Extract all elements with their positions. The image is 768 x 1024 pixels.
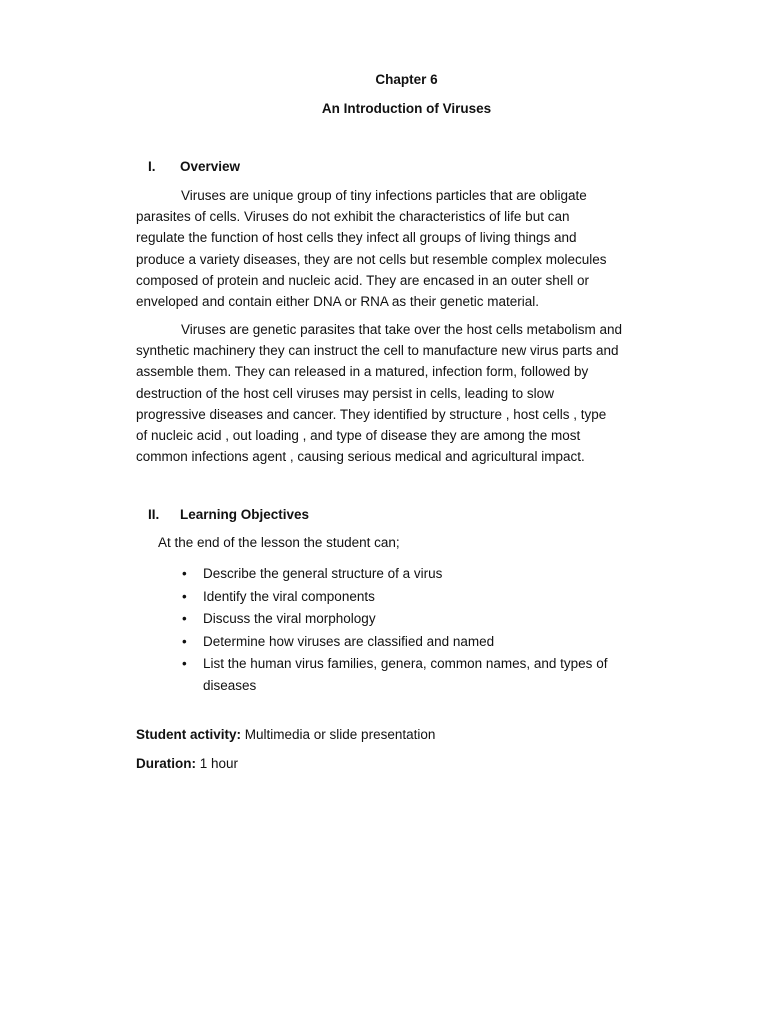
objectives-list [182,563,682,697]
duration-value: 1 hour [196,756,239,771]
bullet-icon: • [182,566,187,581]
list-item-text: Describe the general structure of a virus [203,566,443,581]
bullet-icon: • [182,611,187,626]
duration [136,756,238,771]
section-number: II. [148,507,160,522]
duration-label: Duration: [136,756,196,771]
student-activity-value: Multimedia or slide presentation [241,727,436,742]
list-item [182,563,682,585]
document-title: An Introduction of Viruses [321,101,492,116]
list-item-text: Determine how viruses are classified and named [203,633,495,649]
section-number: I. [148,159,156,174]
student-activity-label: Student activity: [136,727,242,742]
chapter-label: Chapter 6 [375,72,438,87]
list-item [182,608,682,630]
list-item-text: Identify the viral components [203,588,375,604]
list-item-text: Discuss the viral morphology [203,611,376,626]
overview-paragraph-1: Viruses are unique group of tiny infections particles that are obligate parasites of cells. Viruses do not exhibit the characteristics of life but can regulate the function of host cells they infect all groups of living things and produce a variety diseases, they are not cells but resemble complex molecules composed of protein and nucleic acid. They are encased in an outer shell or enveloped and contain either DNA or RNA as their genetic material. [136,188,607,310]
list-item-text: List the human virus families, genera, common names, and types of diseases [203,656,608,693]
overview-paragraph-2: Viruses are genetic parasites that take over the host cells metabolism and synthetic machinery they can instruct the cell to manufacture new virus parts and assemble them. They can released in a matured, infection form, followed by destruction of the host cell viruses may persist in cells, leading to slow progressive diseases and cancer. They identified by structure , host cells , type of nucleic acid , out loading , and type of disease they are among the most common infections agent , causing serious medical and agricultural impact. [136,322,622,465]
student-activity [136,727,435,742]
bullet-icon: • [182,588,187,604]
list-item [182,653,682,696]
bullet-icon: • [182,656,187,671]
list-item [182,631,682,653]
objectives-intro: At the end of the lesson the student can; [158,535,400,550]
list-item [182,586,682,608]
section-title: Learning Objectives [180,507,310,522]
section-title: Overview [180,159,241,174]
bullet-icon: • [182,633,187,649]
